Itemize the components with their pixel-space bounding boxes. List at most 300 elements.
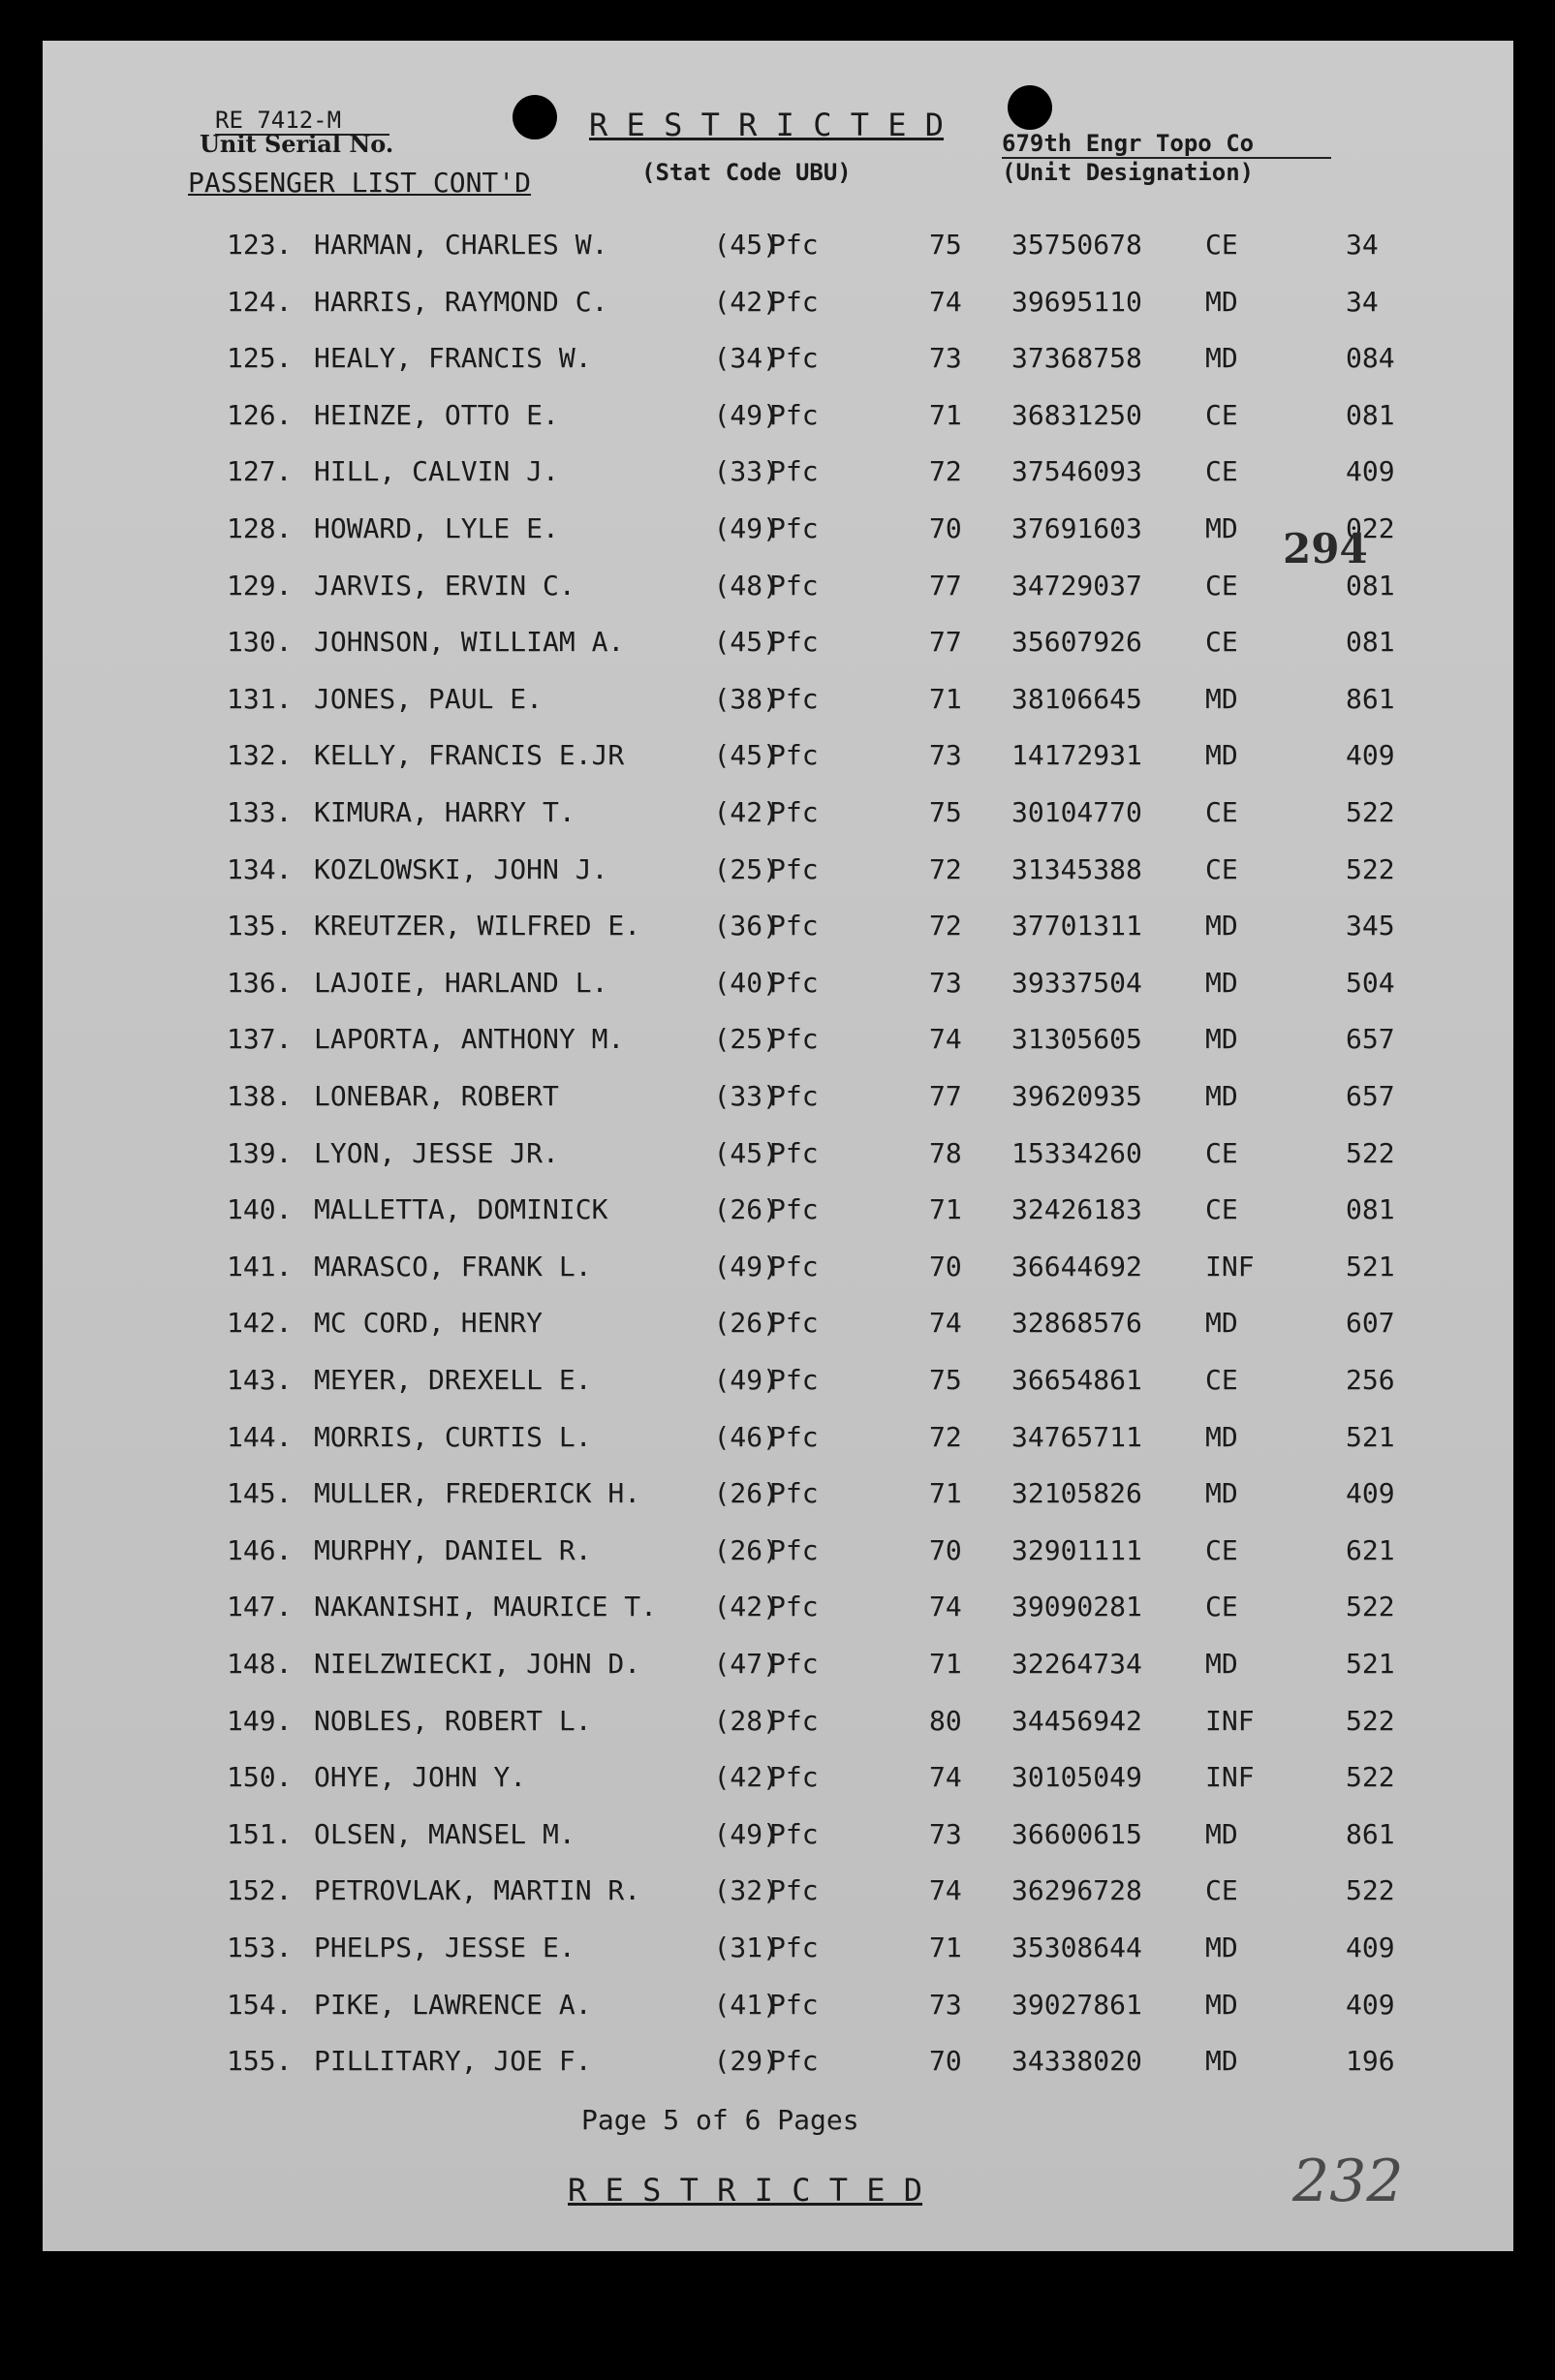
unit-code: 409 bbox=[1346, 739, 1395, 772]
passenger-age: (34) bbox=[713, 342, 779, 375]
row-number: 139. bbox=[227, 1136, 293, 1169]
passenger-height: 73 bbox=[929, 1817, 962, 1850]
passenger-name: LONEBAR, ROBERT bbox=[314, 1080, 559, 1112]
passenger-name: MC CORD, HENRY bbox=[314, 1307, 544, 1340]
unit-serial-value: RE 7412-M bbox=[215, 107, 389, 136]
table-row bbox=[43, 1407, 1513, 1464]
passenger-name: JOHNSON, WILLIAM A. bbox=[314, 626, 625, 659]
passenger-name: PILLITARY, JOE F. bbox=[314, 2045, 592, 2078]
serial-number: 39695110 bbox=[1011, 285, 1142, 318]
unit-code: 521 bbox=[1346, 1250, 1395, 1283]
table-row bbox=[43, 1521, 1513, 1577]
passenger-age: (26) bbox=[713, 1307, 779, 1340]
unit-code: 521 bbox=[1346, 1420, 1395, 1453]
passenger-name: JONES, PAUL E. bbox=[314, 682, 544, 715]
unit-code: 34 bbox=[1346, 229, 1379, 261]
passenger-grade: Pfc bbox=[769, 229, 819, 261]
passenger-age: (49) bbox=[713, 1364, 779, 1396]
passenger-height: 72 bbox=[929, 852, 962, 885]
serial-number: 37691603 bbox=[1011, 512, 1142, 544]
branch: MD bbox=[1205, 1932, 1238, 1963]
passenger-height: 77 bbox=[929, 1080, 962, 1112]
passenger-age: (31) bbox=[713, 1932, 779, 1963]
passenger-height: 77 bbox=[929, 569, 962, 602]
serial-number: 31305605 bbox=[1011, 1023, 1142, 1056]
passenger-age: (25) bbox=[713, 852, 779, 885]
serial-number: 30104770 bbox=[1011, 796, 1142, 828]
page-number: Page 5 of 6 Pages bbox=[581, 2104, 859, 2136]
passenger-height: 71 bbox=[929, 682, 962, 715]
unit-designation-value: 679th Engr Topo Co bbox=[1002, 130, 1331, 159]
branch: CE bbox=[1205, 1874, 1238, 1907]
passenger-height: 78 bbox=[929, 1136, 962, 1169]
table-row bbox=[43, 386, 1513, 442]
table-row bbox=[43, 1861, 1513, 1917]
branch: INF bbox=[1205, 1250, 1255, 1283]
branch: MD bbox=[1205, 1988, 1238, 2021]
serial-number: 36831250 bbox=[1011, 398, 1142, 431]
unit-code: 081 bbox=[1346, 569, 1395, 602]
serial-number: 32868576 bbox=[1011, 1307, 1142, 1340]
unit-code: 522 bbox=[1346, 1761, 1395, 1794]
unit-code: 521 bbox=[1346, 1648, 1395, 1680]
table-row bbox=[43, 1293, 1513, 1349]
serial-number: 32264734 bbox=[1011, 1648, 1142, 1680]
passenger-grade: Pfc bbox=[769, 398, 819, 431]
unit-code: 409 bbox=[1346, 1932, 1395, 1963]
row-number: 126. bbox=[227, 398, 293, 431]
unit-code: 522 bbox=[1346, 1704, 1395, 1737]
row-number: 138. bbox=[227, 1080, 293, 1112]
passenger-name: OHYE, JOHN Y. bbox=[314, 1761, 527, 1794]
serial-number: 15334260 bbox=[1011, 1136, 1142, 1169]
table-row bbox=[43, 726, 1513, 782]
branch: MD bbox=[1205, 1420, 1238, 1453]
passenger-name: HILL, CALVIN J. bbox=[314, 455, 559, 488]
branch: CE bbox=[1205, 1136, 1238, 1169]
unit-code: 522 bbox=[1346, 796, 1395, 828]
row-number: 151. bbox=[227, 1817, 293, 1850]
passenger-age: (49) bbox=[713, 512, 779, 544]
passenger-name: HARMAN, CHARLES W. bbox=[314, 229, 608, 261]
unit-code: 409 bbox=[1346, 1988, 1395, 2021]
passenger-name: LAJOIE, HARLAND L. bbox=[314, 966, 608, 999]
unit-code: 861 bbox=[1346, 682, 1395, 715]
row-number: 143. bbox=[227, 1364, 293, 1396]
table-row bbox=[43, 1577, 1513, 1633]
passenger-grade: Pfc bbox=[769, 966, 819, 999]
branch: MD bbox=[1205, 966, 1238, 999]
branch: CE bbox=[1205, 569, 1238, 602]
passenger-height: 71 bbox=[929, 1932, 962, 1963]
table-row bbox=[43, 1691, 1513, 1747]
passenger-name: OLSEN, MANSEL M. bbox=[314, 1817, 575, 1850]
passenger-grade: Pfc bbox=[769, 1761, 819, 1794]
branch: MD bbox=[1205, 1817, 1238, 1850]
passenger-name: PIKE, LAWRENCE A. bbox=[314, 1988, 592, 2021]
serial-number: 35750678 bbox=[1011, 229, 1142, 261]
passenger-name: NAKANISHI, MAURICE T. bbox=[314, 1591, 658, 1623]
branch: MD bbox=[1205, 1307, 1238, 1340]
passenger-height: 71 bbox=[929, 1477, 962, 1510]
passenger-name: NIELZWIECKI, JOHN D. bbox=[314, 1648, 641, 1680]
table-row bbox=[43, 612, 1513, 668]
row-number: 145. bbox=[227, 1477, 293, 1510]
passenger-grade: Pfc bbox=[769, 1932, 819, 1963]
passenger-name: LAPORTA, ANTHONY M. bbox=[314, 1023, 625, 1056]
passenger-age: (26) bbox=[713, 1477, 779, 1510]
branch: INF bbox=[1205, 1761, 1255, 1794]
passenger-grade: Pfc bbox=[769, 1648, 819, 1680]
branch: MD bbox=[1205, 1080, 1238, 1112]
passenger-age: (45) bbox=[713, 626, 779, 659]
classification-header: R E S T R I C T E D bbox=[589, 107, 945, 143]
passenger-height: 72 bbox=[929, 910, 962, 943]
passenger-age: (41) bbox=[713, 1988, 779, 2021]
row-number: 137. bbox=[227, 1023, 293, 1056]
passenger-height: 75 bbox=[929, 229, 962, 261]
passenger-grade: Pfc bbox=[769, 1874, 819, 1907]
row-number: 152. bbox=[227, 1874, 293, 1907]
passenger-height: 75 bbox=[929, 1364, 962, 1396]
passenger-grade: Pfc bbox=[769, 1023, 819, 1056]
unit-code: 522 bbox=[1346, 1874, 1395, 1907]
row-number: 142. bbox=[227, 1307, 293, 1340]
row-number: 141. bbox=[227, 1250, 293, 1283]
branch: MD bbox=[1205, 739, 1238, 772]
branch: CE bbox=[1205, 455, 1238, 488]
row-number: 136. bbox=[227, 966, 293, 999]
passenger-grade: Pfc bbox=[769, 455, 819, 488]
branch: MD bbox=[1205, 512, 1238, 544]
branch: INF bbox=[1205, 1704, 1255, 1737]
passenger-grade: Pfc bbox=[769, 1533, 819, 1566]
row-number: 127. bbox=[227, 455, 293, 488]
passenger-name: HARRIS, RAYMOND C. bbox=[314, 285, 608, 318]
passenger-height: 71 bbox=[929, 1193, 962, 1226]
unit-code: 522 bbox=[1346, 1136, 1395, 1169]
serial-number: 32901111 bbox=[1011, 1533, 1142, 1566]
branch: MD bbox=[1205, 285, 1238, 318]
passenger-name: KOZLOWSKI, JOHN J. bbox=[314, 852, 608, 885]
table-row bbox=[43, 1747, 1513, 1804]
document-page bbox=[43, 41, 1513, 2251]
passenger-height: 70 bbox=[929, 512, 962, 544]
branch: CE bbox=[1205, 1533, 1238, 1566]
passenger-height: 73 bbox=[929, 966, 962, 999]
branch: CE bbox=[1205, 398, 1238, 431]
serial-number: 39620935 bbox=[1011, 1080, 1142, 1112]
serial-number: 37368758 bbox=[1011, 342, 1142, 375]
passenger-name: MEYER, DREXELL E. bbox=[314, 1364, 592, 1396]
passenger-name: MALLETTA, DOMINICK bbox=[314, 1193, 608, 1226]
table-row bbox=[43, 896, 1513, 952]
unit-code: 081 bbox=[1346, 626, 1395, 659]
passenger-grade: Pfc bbox=[769, 1193, 819, 1226]
passenger-age: (42) bbox=[713, 1761, 779, 1794]
row-number: 134. bbox=[227, 852, 293, 885]
passenger-name: KREUTZER, WILFRED E. bbox=[314, 910, 641, 943]
unit-code: 657 bbox=[1346, 1023, 1395, 1056]
table-row bbox=[43, 272, 1513, 328]
passenger-height: 80 bbox=[929, 1704, 962, 1737]
branch: MD bbox=[1205, 342, 1238, 375]
passenger-age: (46) bbox=[713, 1420, 779, 1453]
passenger-name: PETROVLAK, MARTIN R. bbox=[314, 1874, 641, 1907]
branch: CE bbox=[1205, 1193, 1238, 1226]
serial-number: 36654861 bbox=[1011, 1364, 1142, 1396]
passenger-height: 74 bbox=[929, 1307, 962, 1340]
serial-number: 32426183 bbox=[1011, 1193, 1142, 1226]
branch: MD bbox=[1205, 2045, 1238, 2078]
passenger-grade: Pfc bbox=[769, 1988, 819, 2021]
row-number: 124. bbox=[227, 285, 293, 318]
passenger-age: (45) bbox=[713, 1136, 779, 1169]
passenger-age: (36) bbox=[713, 910, 779, 943]
passenger-age: (26) bbox=[713, 1533, 779, 1566]
passenger-grade: Pfc bbox=[769, 1704, 819, 1737]
branch: CE bbox=[1205, 852, 1238, 885]
row-number: 125. bbox=[227, 342, 293, 375]
passenger-name: HEINZE, OTTO E. bbox=[314, 398, 559, 431]
passenger-grade: Pfc bbox=[769, 1420, 819, 1453]
table-row bbox=[43, 953, 1513, 1009]
passenger-name: NOBLES, ROBERT L. bbox=[314, 1704, 592, 1737]
table-row bbox=[43, 1634, 1513, 1690]
passenger-age: (40) bbox=[713, 966, 779, 999]
serial-number: 37701311 bbox=[1011, 910, 1142, 943]
serial-number: 31345388 bbox=[1011, 852, 1142, 885]
passenger-height: 70 bbox=[929, 2045, 962, 2078]
serial-number: 34729037 bbox=[1011, 569, 1142, 602]
branch: MD bbox=[1205, 682, 1238, 715]
row-number: 146. bbox=[227, 1533, 293, 1566]
row-number: 132. bbox=[227, 739, 293, 772]
row-number: 131. bbox=[227, 682, 293, 715]
passenger-age: (26) bbox=[713, 1193, 779, 1226]
passenger-grade: Pfc bbox=[769, 569, 819, 602]
branch: MD bbox=[1205, 1648, 1238, 1680]
passenger-age: (42) bbox=[713, 285, 779, 318]
serial-number: 39027861 bbox=[1011, 1988, 1142, 2021]
passenger-height: 70 bbox=[929, 1533, 962, 1566]
punch-hole bbox=[1008, 85, 1052, 130]
passenger-age: (49) bbox=[713, 1250, 779, 1283]
passenger-age: (42) bbox=[713, 1591, 779, 1623]
passenger-age: (49) bbox=[713, 398, 779, 431]
serial-number: 36600615 bbox=[1011, 1817, 1142, 1850]
passenger-age: (32) bbox=[713, 1874, 779, 1907]
passenger-age: (47) bbox=[713, 1648, 779, 1680]
table-row bbox=[43, 328, 1513, 385]
branch: MD bbox=[1205, 910, 1238, 943]
serial-number: 39337504 bbox=[1011, 966, 1142, 999]
unit-code: 409 bbox=[1346, 455, 1395, 488]
row-number: 153. bbox=[227, 1932, 293, 1963]
serial-number: 36296728 bbox=[1011, 1874, 1142, 1907]
table-row bbox=[43, 1805, 1513, 1861]
passenger-height: 74 bbox=[929, 1761, 962, 1794]
unit-code: 607 bbox=[1346, 1307, 1395, 1340]
row-number: 135. bbox=[227, 910, 293, 943]
passenger-age: (45) bbox=[713, 739, 779, 772]
unit-code: 022 bbox=[1346, 512, 1395, 544]
passenger-name: MURPHY, DANIEL R. bbox=[314, 1533, 592, 1566]
passenger-age: (28) bbox=[713, 1704, 779, 1737]
branch: MD bbox=[1205, 1477, 1238, 1510]
branch: CE bbox=[1205, 626, 1238, 659]
passenger-age: (33) bbox=[713, 455, 779, 488]
row-number: 130. bbox=[227, 626, 293, 659]
serial-number: 35607926 bbox=[1011, 626, 1142, 659]
table-row bbox=[43, 1464, 1513, 1520]
serial-number: 34456942 bbox=[1011, 1704, 1142, 1737]
passenger-name: JARVIS, ERVIN C. bbox=[314, 569, 575, 602]
classification-footer: R E S T R I C T E D bbox=[568, 2172, 923, 2209]
passenger-grade: Pfc bbox=[769, 1364, 819, 1396]
row-number: 155. bbox=[227, 2045, 293, 2078]
unit-code: 084 bbox=[1346, 342, 1395, 375]
passenger-name: KELLY, FRANCIS E.JR bbox=[314, 739, 625, 772]
passenger-height: 74 bbox=[929, 1591, 962, 1623]
passenger-age: (48) bbox=[713, 569, 779, 602]
serial-number: 30105049 bbox=[1011, 1761, 1142, 1794]
row-number: 140. bbox=[227, 1193, 293, 1226]
unit-code: 345 bbox=[1346, 910, 1395, 943]
table-row bbox=[43, 215, 1513, 271]
unit-code: 522 bbox=[1346, 852, 1395, 885]
passenger-grade: Pfc bbox=[769, 2045, 819, 2078]
row-number: 154. bbox=[227, 1988, 293, 2021]
passenger-height: 70 bbox=[929, 1250, 962, 1283]
unit-code: 657 bbox=[1346, 1080, 1395, 1112]
serial-number: 39090281 bbox=[1011, 1591, 1142, 1623]
passenger-grade: Pfc bbox=[769, 739, 819, 772]
serial-number: 37546093 bbox=[1011, 455, 1142, 488]
passenger-name: MULLER, FREDERICK H. bbox=[314, 1477, 641, 1510]
table-row bbox=[43, 1009, 1513, 1066]
table-row bbox=[43, 442, 1513, 498]
passenger-grade: Pfc bbox=[769, 1080, 819, 1112]
passenger-height: 72 bbox=[929, 455, 962, 488]
passenger-age: (42) bbox=[713, 796, 779, 828]
serial-number: 38106645 bbox=[1011, 682, 1142, 715]
stamp-number: 294 bbox=[1283, 525, 1368, 572]
passenger-grade: Pfc bbox=[769, 342, 819, 375]
table-row bbox=[43, 1975, 1513, 2031]
table-row bbox=[43, 1918, 1513, 1974]
table-row bbox=[43, 1237, 1513, 1293]
passenger-height: 77 bbox=[929, 626, 962, 659]
passenger-height: 73 bbox=[929, 739, 962, 772]
unit-code: 081 bbox=[1346, 398, 1395, 431]
passenger-grade: Pfc bbox=[769, 285, 819, 318]
branch: CE bbox=[1205, 1591, 1238, 1623]
passenger-grade: Pfc bbox=[769, 626, 819, 659]
serial-number: 14172931 bbox=[1011, 739, 1142, 772]
table-row bbox=[43, 1180, 1513, 1236]
unit-code: 256 bbox=[1346, 1364, 1395, 1396]
passenger-age: (33) bbox=[713, 1080, 779, 1112]
passenger-height: 71 bbox=[929, 1648, 962, 1680]
unit-designation-label: (Unit Designation) bbox=[1002, 159, 1255, 186]
passenger-name: MARASCO, FRANK L. bbox=[314, 1250, 592, 1283]
passenger-grade: Pfc bbox=[769, 1477, 819, 1510]
unit-code: 621 bbox=[1346, 1533, 1395, 1566]
row-number: 148. bbox=[227, 1648, 293, 1680]
row-number: 149. bbox=[227, 1704, 293, 1737]
passenger-age: (49) bbox=[713, 1817, 779, 1850]
serial-number: 36644692 bbox=[1011, 1250, 1142, 1283]
table-row bbox=[43, 783, 1513, 839]
passenger-height: 74 bbox=[929, 285, 962, 318]
stat-code: (Stat Code UBU) bbox=[641, 159, 852, 186]
row-number: 129. bbox=[227, 569, 293, 602]
passenger-list-title: PASSENGER LIST CONT'D bbox=[188, 167, 532, 199]
unit-code: 861 bbox=[1346, 1817, 1395, 1850]
unit-code: 409 bbox=[1346, 1477, 1395, 1510]
table-row bbox=[43, 669, 1513, 726]
passenger-age: (45) bbox=[713, 229, 779, 261]
passenger-height: 72 bbox=[929, 1420, 962, 1453]
handwritten-number: 232 bbox=[1292, 2148, 1404, 2215]
passenger-grade: Pfc bbox=[769, 1136, 819, 1169]
passenger-grade: Pfc bbox=[769, 1817, 819, 1850]
unit-serial-label: Unit Serial No. bbox=[200, 130, 394, 158]
table-row bbox=[43, 1066, 1513, 1123]
passenger-age: (29) bbox=[713, 2045, 779, 2078]
table-row bbox=[43, 840, 1513, 896]
row-number: 150. bbox=[227, 1761, 293, 1794]
passenger-grade: Pfc bbox=[769, 1591, 819, 1623]
passenger-height: 74 bbox=[929, 1874, 962, 1907]
branch: CE bbox=[1205, 229, 1238, 261]
passenger-grade: Pfc bbox=[769, 682, 819, 715]
table-row bbox=[43, 1124, 1513, 1180]
unit-code: 522 bbox=[1346, 1591, 1395, 1623]
passenger-grade: Pfc bbox=[769, 910, 819, 943]
punch-hole bbox=[513, 95, 557, 139]
row-number: 128. bbox=[227, 512, 293, 544]
row-number: 147. bbox=[227, 1591, 293, 1623]
passenger-name: KIMURA, HARRY T. bbox=[314, 796, 575, 828]
passenger-name: LYON, JESSE JR. bbox=[314, 1136, 559, 1169]
passenger-grade: Pfc bbox=[769, 1307, 819, 1340]
serial-number: 32105826 bbox=[1011, 1477, 1142, 1510]
table-row bbox=[43, 1350, 1513, 1406]
passenger-grade: Pfc bbox=[769, 796, 819, 828]
passenger-height: 71 bbox=[929, 398, 962, 431]
branch: MD bbox=[1205, 1023, 1238, 1056]
serial-number: 34338020 bbox=[1011, 2045, 1142, 2078]
unit-code: 196 bbox=[1346, 2045, 1395, 2078]
unit-code: 081 bbox=[1346, 1193, 1395, 1226]
row-number: 123. bbox=[227, 229, 293, 261]
passenger-grade: Pfc bbox=[769, 512, 819, 544]
row-number: 144. bbox=[227, 1420, 293, 1453]
passenger-grade: Pfc bbox=[769, 852, 819, 885]
table-row bbox=[43, 2031, 1513, 2087]
passenger-name: PHELPS, JESSE E. bbox=[314, 1932, 575, 1963]
passenger-age: (38) bbox=[713, 682, 779, 715]
passenger-name: HOWARD, LYLE E. bbox=[314, 512, 559, 544]
row-number: 133. bbox=[227, 796, 293, 828]
serial-number: 35308644 bbox=[1011, 1932, 1142, 1963]
passenger-height: 73 bbox=[929, 342, 962, 375]
serial-number: 34765711 bbox=[1011, 1420, 1142, 1453]
passenger-height: 75 bbox=[929, 796, 962, 828]
passenger-height: 74 bbox=[929, 1023, 962, 1056]
